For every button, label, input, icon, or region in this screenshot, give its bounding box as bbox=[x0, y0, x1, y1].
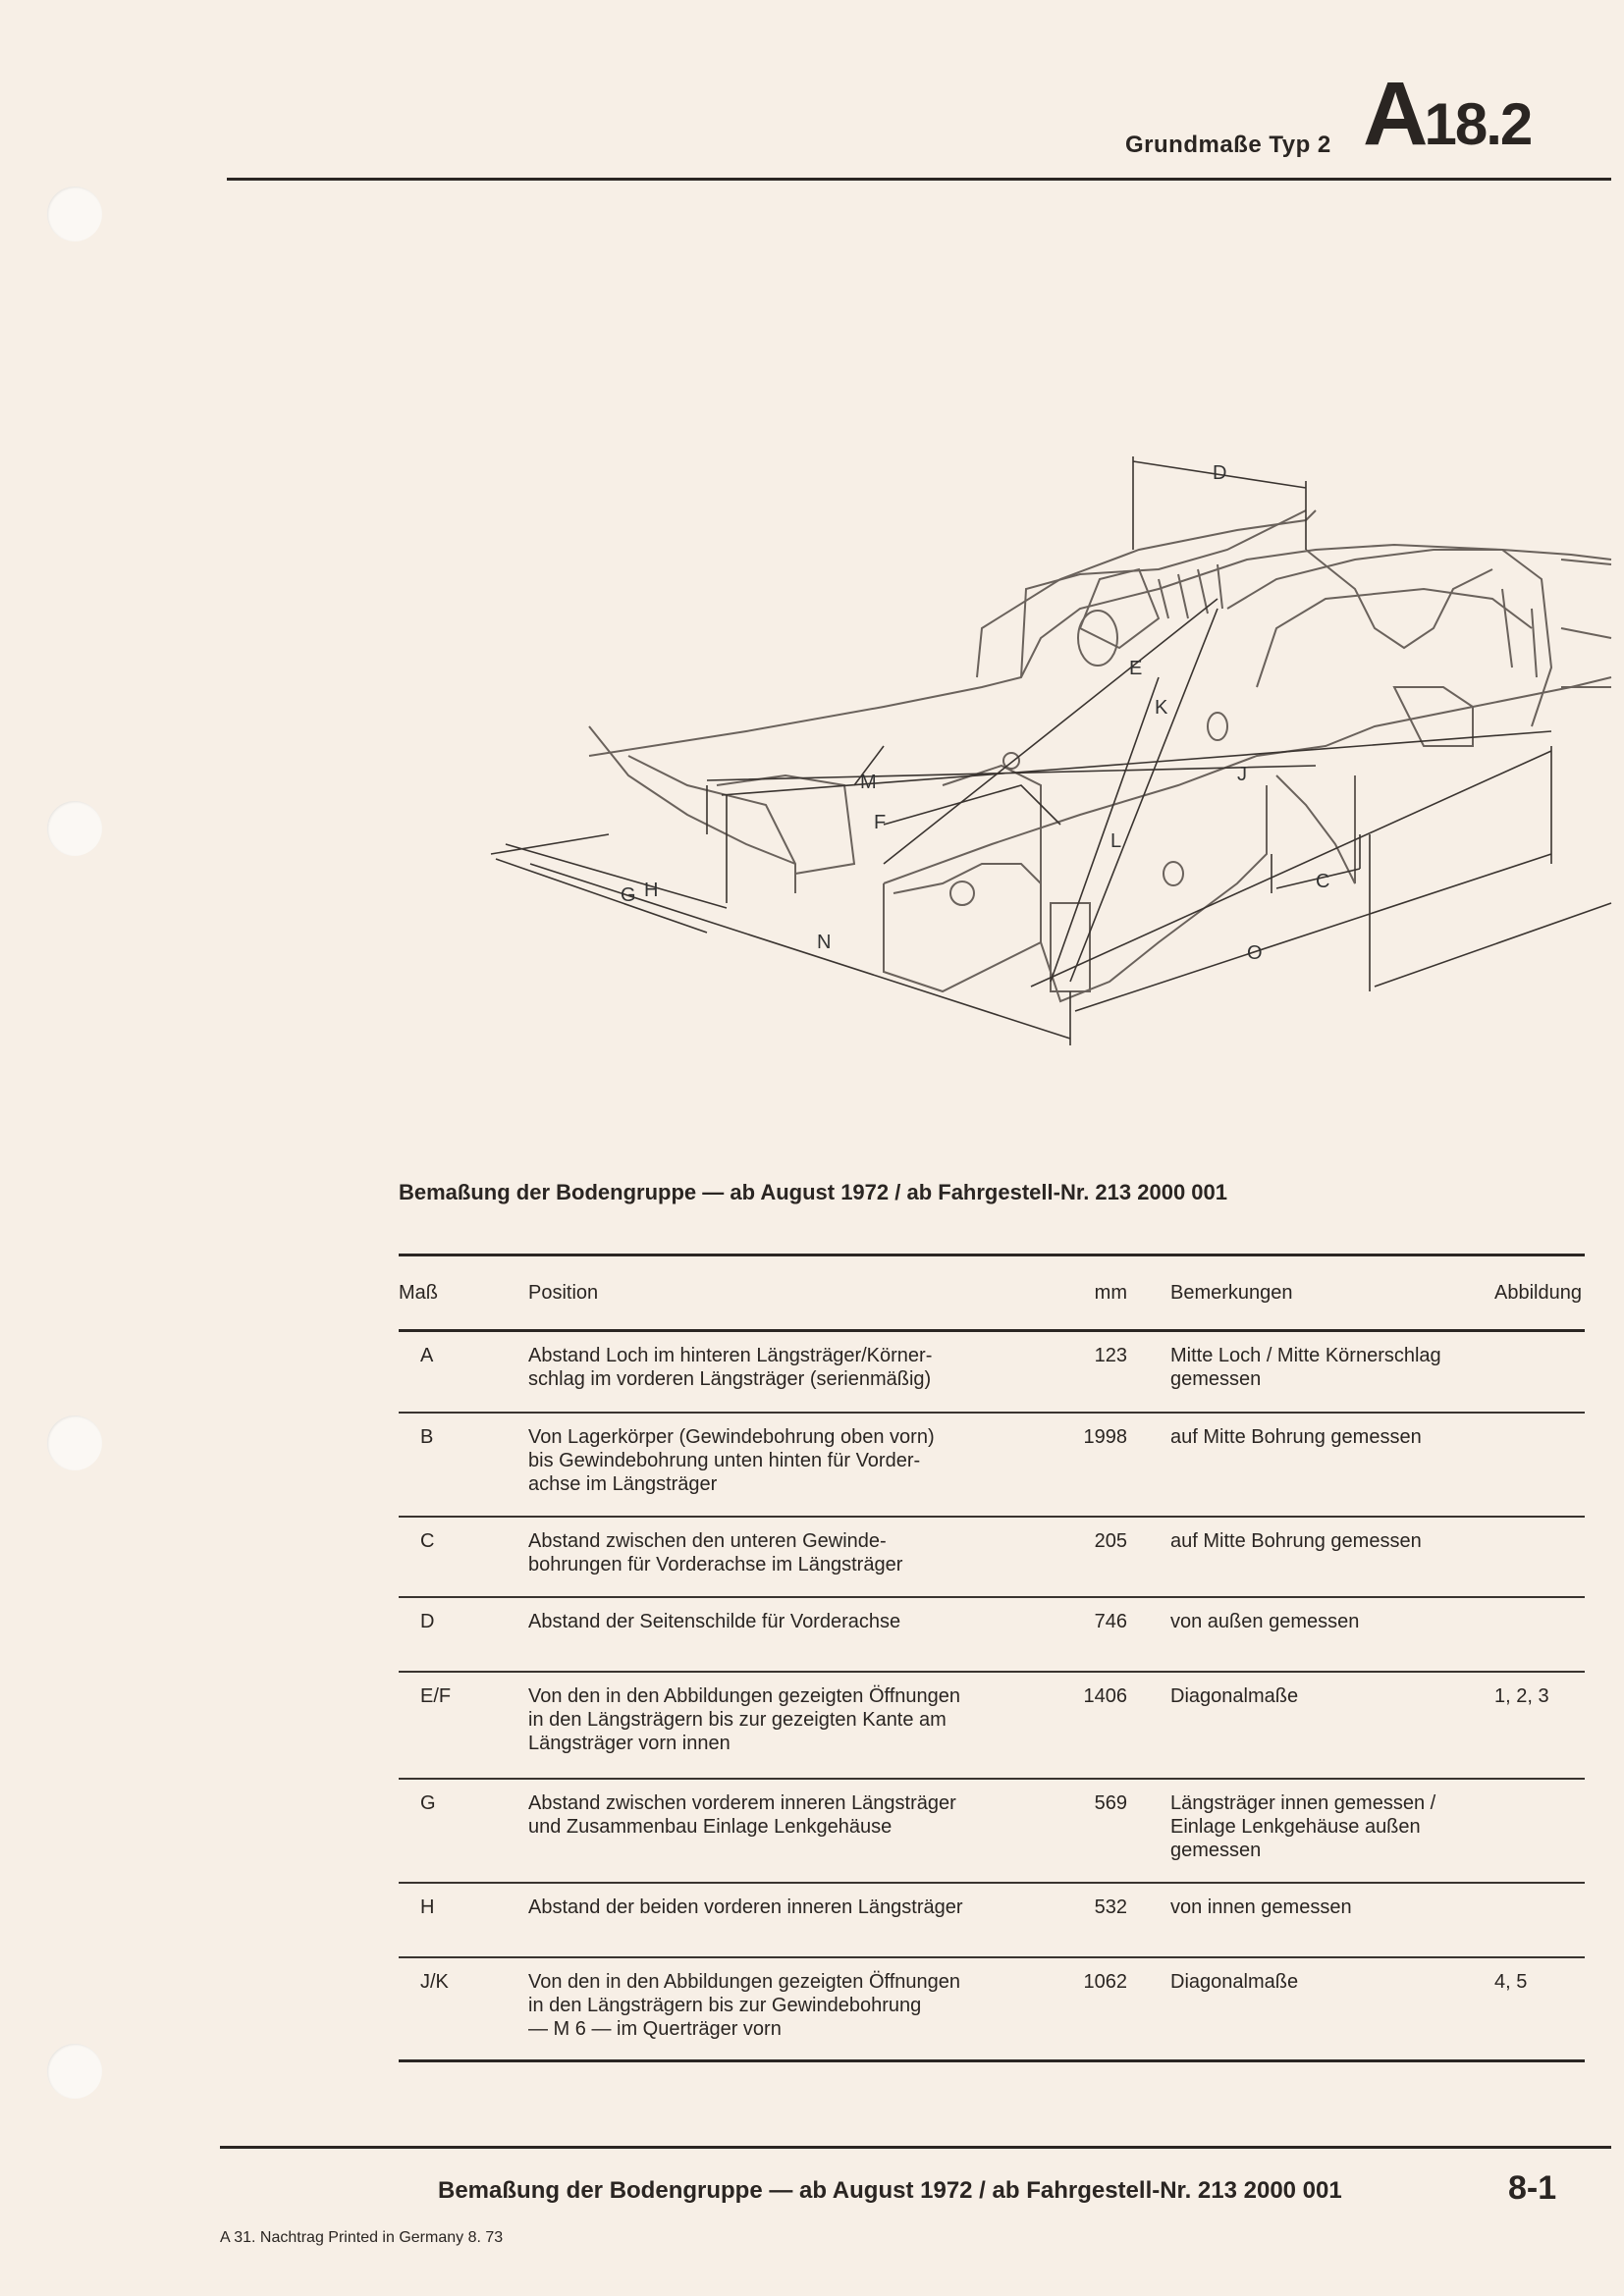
cell-abbildung bbox=[1494, 1779, 1585, 1883]
cell-mm bbox=[1058, 1331, 1170, 1413]
dim-label-j: J bbox=[1237, 764, 1247, 785]
cell-bemerkungen bbox=[1170, 1672, 1494, 1779]
cell-bemerkungen bbox=[1170, 1597, 1494, 1672]
dim-label-m: M bbox=[860, 772, 877, 793]
table-row bbox=[399, 1957, 1585, 2061]
cell-mm-line: 1062 bbox=[1083, 1970, 1127, 1993]
cell-position-line: Von Lagerkörper (Gewindebohrung oben vorn) bbox=[528, 1425, 935, 1448]
cell-position bbox=[528, 1883, 1058, 1957]
cell-position-line: in den Längsträgern bis zur gezeigten Kante am bbox=[528, 1708, 947, 1731]
section-title: Bemaßung der Bodengruppe — ab August 1972 / ab Fahrgestell-Nr. 213 2000 001 bbox=[399, 1180, 1227, 1204]
dim-label-g: G bbox=[621, 884, 636, 906]
table-row bbox=[399, 1517, 1585, 1597]
cell-mass bbox=[399, 1672, 528, 1779]
punch-hole bbox=[47, 2044, 102, 2099]
cell-mass-line: A bbox=[420, 1345, 434, 1366]
cell-position bbox=[528, 1597, 1058, 1672]
cell-bemerkungen-line: Diagonalmaße bbox=[1170, 1684, 1299, 1707]
cell-mass bbox=[399, 1331, 528, 1413]
cell-mass bbox=[399, 1779, 528, 1883]
code-number: 18.2 bbox=[1424, 91, 1532, 157]
table-row bbox=[399, 1331, 1585, 1413]
cell-mass bbox=[399, 1517, 528, 1597]
dim-label-h: H bbox=[644, 880, 659, 901]
cell-mm-line: 746 bbox=[1094, 1610, 1127, 1632]
cell-abbildung bbox=[1494, 1331, 1585, 1413]
cell-bemerkungen-line: auf Mitte Bohrung gemessen bbox=[1170, 1425, 1422, 1448]
cell-position-line: Abstand der beiden vorderen inneren Längsträger bbox=[528, 1896, 963, 1918]
col-header-bemerkungen: Bemerkungen bbox=[1170, 1255, 1494, 1331]
cell-bemerkungen-line: gemessen bbox=[1170, 1839, 1262, 1861]
cell-bemerkungen bbox=[1170, 1957, 1494, 2061]
cell-position-line: und Zusammenbau Einlage Lenkgehäuse bbox=[528, 1815, 893, 1838]
cell-mm-line: 205 bbox=[1094, 1529, 1127, 1552]
cell-position-line: Abstand zwischen vorderem inneren Längsträger bbox=[528, 1791, 956, 1814]
cell-mass-line: H bbox=[420, 1896, 435, 1918]
cell-bemerkungen-line: auf Mitte Bohrung gemessen bbox=[1170, 1529, 1422, 1552]
cell-position-line: Abstand Loch im hinteren Längsträger/Körner- bbox=[528, 1345, 933, 1366]
cell-mm-line: 532 bbox=[1094, 1896, 1127, 1918]
cell-position-line: Längsträger vorn innen bbox=[528, 1732, 731, 1754]
cell-bemerkungen bbox=[1170, 1517, 1494, 1597]
cell-position-line: Abstand zwischen den unteren Gewinde- bbox=[528, 1529, 887, 1552]
cell-abbildung bbox=[1494, 1883, 1585, 1957]
cell-mm-line: 1406 bbox=[1083, 1684, 1127, 1707]
cell-position-line: bis Gewindebohrung unten hinten für Vorder- bbox=[528, 1449, 921, 1471]
cell-mm bbox=[1058, 1883, 1170, 1957]
cell-mass bbox=[399, 1597, 528, 1672]
cell-mm bbox=[1058, 1957, 1170, 2061]
cell-position-line: in den Längsträgern bis zur Gewindebohrung bbox=[528, 1994, 922, 2016]
cell-bemerkungen-line: Mitte Loch / Mitte Körnerschlag bbox=[1170, 1345, 1441, 1366]
cell-position-line: — M 6 — im Querträger vorn bbox=[528, 2017, 782, 2040]
col-header-mm: mm bbox=[1058, 1255, 1170, 1331]
cell-position bbox=[528, 1517, 1058, 1597]
page-number: 8-1 bbox=[1508, 2169, 1557, 2207]
cell-position bbox=[528, 1957, 1058, 2061]
cell-mm-line: 1998 bbox=[1083, 1425, 1127, 1448]
cell-mass-line: E/F bbox=[420, 1684, 452, 1707]
dim-label-n: N bbox=[817, 932, 832, 953]
cell-position-line: Von den in den Abbildungen gezeigten Öffnungen bbox=[528, 1684, 961, 1707]
cell-position bbox=[528, 1779, 1058, 1883]
floor-pan-diagram bbox=[0, 0, 1624, 1080]
cell-mm bbox=[1058, 1779, 1170, 1883]
dim-label-f: F bbox=[874, 812, 887, 833]
footer-title: Bemaßung der Bodengruppe — ab August 1972 / ab Fahrgestell-Nr. 213 2000 001 bbox=[438, 2177, 1342, 2204]
imprint-note: A 31. Nachtrag Printed in Germany 8. 73 bbox=[220, 2229, 504, 2246]
cell-mass-line: B bbox=[420, 1425, 434, 1448]
punch-hole bbox=[47, 1415, 102, 1470]
cell-mm bbox=[1058, 1672, 1170, 1779]
cell-mass-line: J/K bbox=[420, 1970, 449, 1993]
table-row bbox=[399, 1413, 1585, 1517]
cell-bemerkungen-line: Längsträger innen gemessen / bbox=[1170, 1791, 1436, 1814]
cell-abbildung bbox=[1494, 1597, 1585, 1672]
cell-abbildung bbox=[1494, 1957, 1585, 2061]
cell-mm bbox=[1058, 1597, 1170, 1672]
cell-bemerkungen bbox=[1170, 1883, 1494, 1957]
dim-label-e: E bbox=[1129, 658, 1143, 679]
cell-position-line: achse im Längsträger bbox=[528, 1472, 718, 1495]
footer-rule bbox=[220, 2146, 1611, 2149]
cell-mass bbox=[399, 1413, 528, 1517]
cell-position-line: bohrungen für Vorderachse im Längsträger bbox=[528, 1553, 903, 1575]
cell-position bbox=[528, 1672, 1058, 1779]
cell-bemerkungen bbox=[1170, 1331, 1494, 1413]
cell-mass bbox=[399, 1883, 528, 1957]
cell-mass-line: G bbox=[420, 1791, 436, 1814]
dim-label-l: L bbox=[1110, 830, 1122, 852]
cell-mm bbox=[1058, 1517, 1170, 1597]
dimensions-table bbox=[399, 1254, 1585, 2062]
dim-label-d: D bbox=[1213, 462, 1227, 484]
col-header-abbildung: Abbildung bbox=[1494, 1255, 1585, 1331]
cell-position bbox=[528, 1413, 1058, 1517]
header-subtitle: Grundmaße Typ 2 bbox=[1125, 132, 1331, 158]
cell-mm-line: 569 bbox=[1094, 1791, 1127, 1814]
cell-bemerkungen-line: Diagonalmaße bbox=[1170, 1970, 1299, 1993]
cell-mm-line: 123 bbox=[1094, 1345, 1127, 1366]
cell-mass bbox=[399, 1957, 528, 2061]
cell-abbildung bbox=[1494, 1413, 1585, 1517]
cell-position-line: Von den in den Abbildungen gezeigten Öffnungen bbox=[528, 1970, 961, 1993]
cell-mass-line: C bbox=[420, 1529, 435, 1552]
chassis-drawing bbox=[589, 510, 1611, 1001]
code-letter: A bbox=[1363, 64, 1425, 164]
cell-position bbox=[528, 1331, 1058, 1413]
cell-bemerkungen bbox=[1170, 1779, 1494, 1883]
dim-label-k: K bbox=[1155, 697, 1168, 719]
cell-abbildung bbox=[1494, 1517, 1585, 1597]
col-header-position: Position bbox=[528, 1255, 1058, 1331]
cell-position-line: Abstand der Seitenschilde für Vorderachse bbox=[528, 1610, 901, 1632]
cell-bemerkungen-line: Einlage Lenkgehäuse außen bbox=[1170, 1815, 1421, 1838]
cell-abbildung-line: 1, 2, 3 bbox=[1494, 1684, 1549, 1707]
dim-label-c: C bbox=[1316, 871, 1330, 892]
cell-mm bbox=[1058, 1413, 1170, 1517]
cell-abbildung-line: 4, 5 bbox=[1494, 1970, 1528, 1993]
table-row bbox=[399, 1672, 1585, 1779]
table-header-row bbox=[399, 1255, 1585, 1331]
cell-position-line: schlag im vorderen Längsträger (serienmäßig) bbox=[528, 1368, 932, 1390]
cell-bemerkungen-line: von außen gemessen bbox=[1170, 1610, 1360, 1632]
dim-label-o: O bbox=[1247, 942, 1263, 964]
cell-bemerkungen-line: von innen gemessen bbox=[1170, 1896, 1352, 1918]
table-row bbox=[399, 1597, 1585, 1672]
cell-mass-line: D bbox=[420, 1610, 435, 1632]
table-row bbox=[399, 1883, 1585, 1957]
cell-abbildung bbox=[1494, 1672, 1585, 1779]
col-header-mass: Maß bbox=[399, 1255, 528, 1331]
table-row bbox=[399, 1779, 1585, 1883]
cell-bemerkungen bbox=[1170, 1413, 1494, 1517]
cell-bemerkungen-line: gemessen bbox=[1170, 1368, 1262, 1390]
